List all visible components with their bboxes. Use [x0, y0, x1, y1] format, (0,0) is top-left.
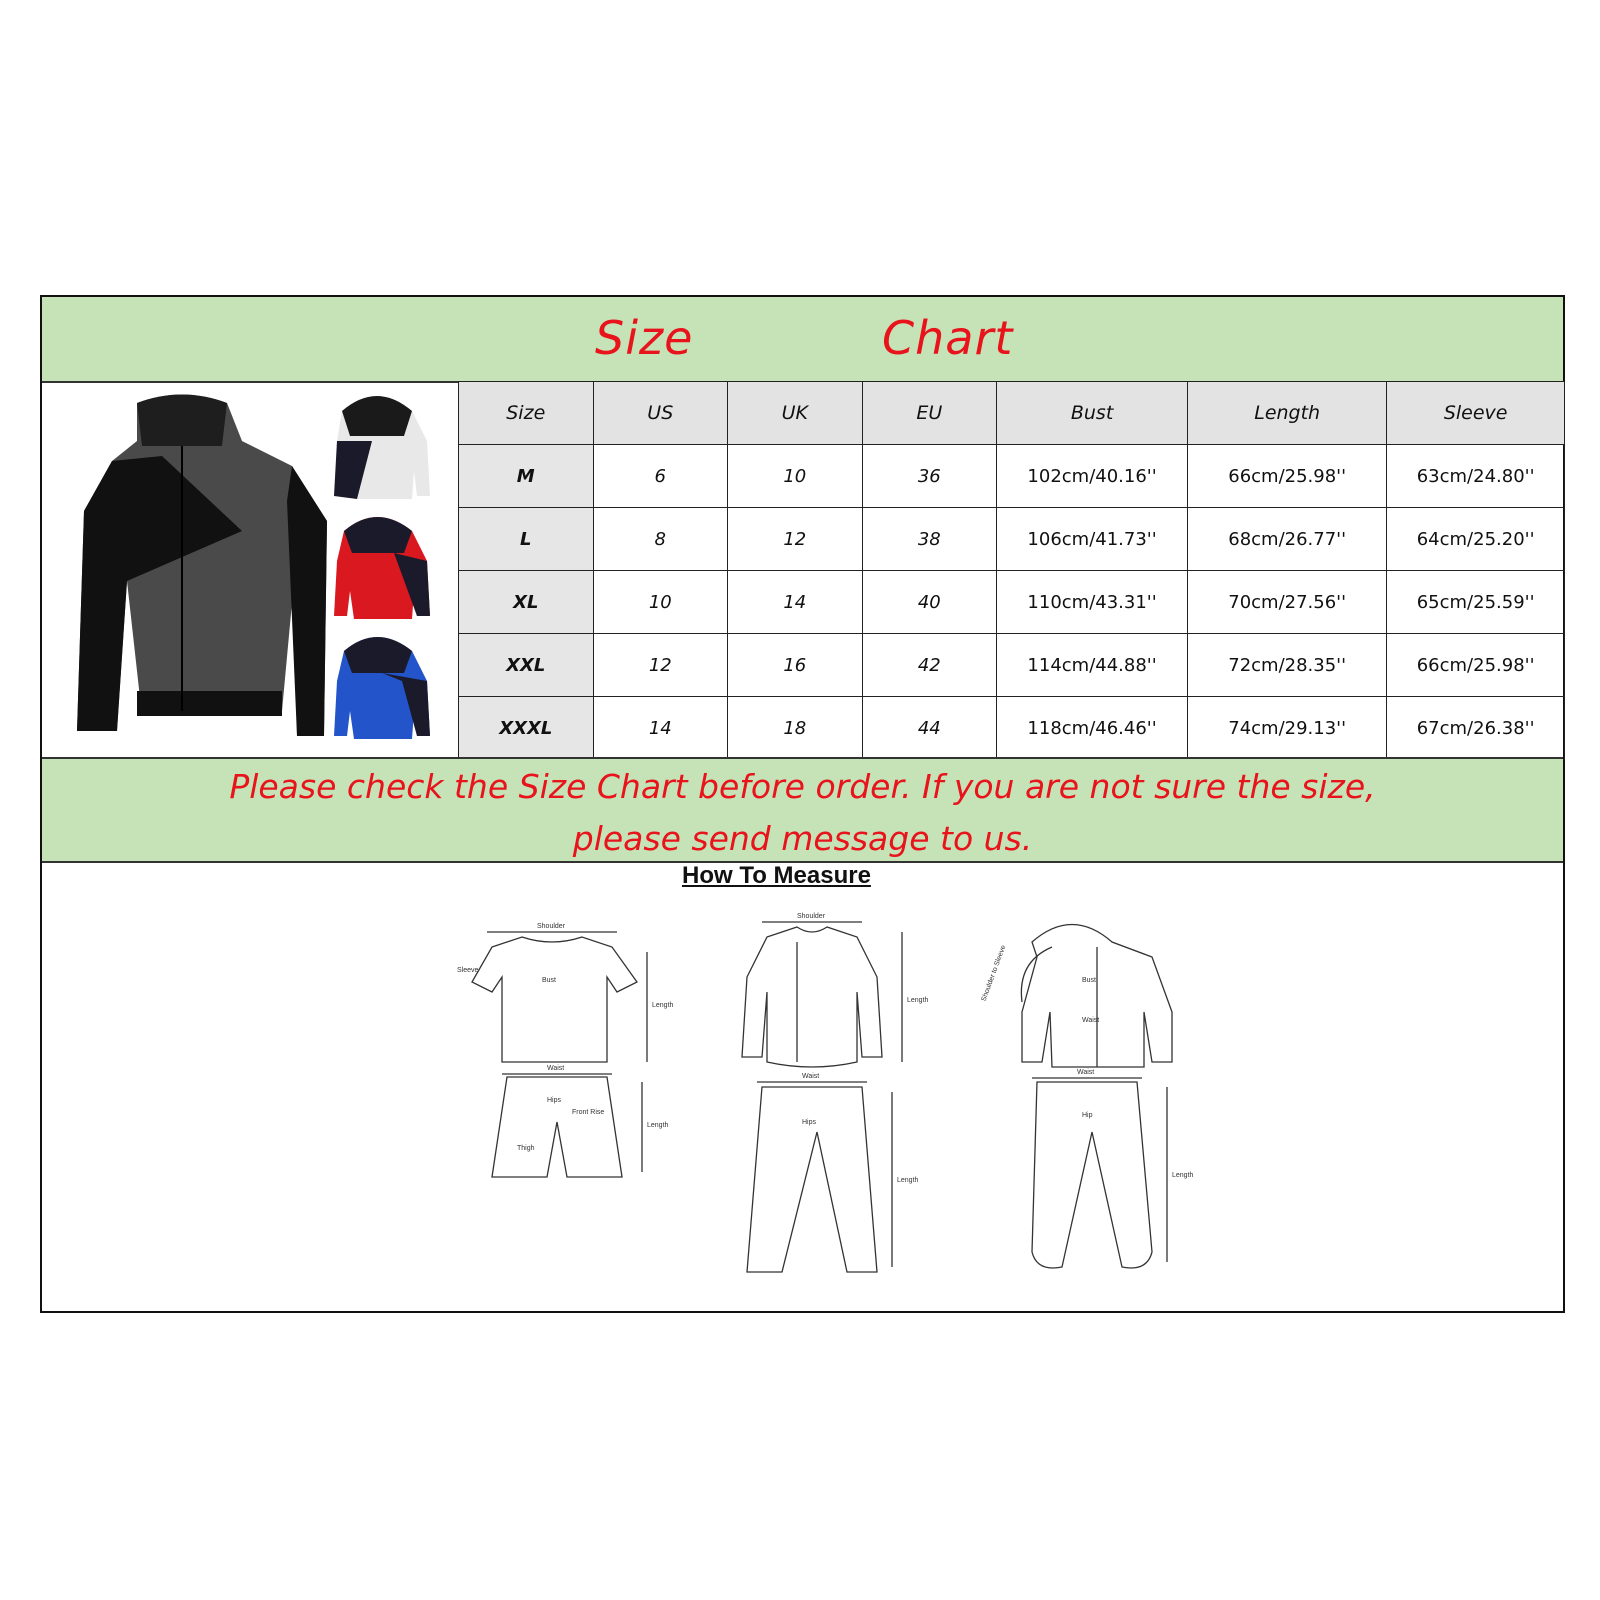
cell-length: 70cm/27.56'' [1188, 571, 1387, 634]
cell-sleeve: 63cm/24.80'' [1387, 445, 1565, 508]
header-us: US [593, 382, 728, 445]
label-length: Length [1172, 1172, 1194, 1179]
label-length: Length [652, 1002, 674, 1009]
header-eu: EU [862, 382, 997, 445]
cell-bust: 102cm/40.16'' [997, 445, 1188, 508]
label-length: Length [907, 997, 929, 1004]
cell-uk: 16 [728, 634, 863, 697]
cell-sleeve: 64cm/25.20'' [1387, 508, 1565, 571]
header-uk: UK [728, 382, 863, 445]
cell-bust: 114cm/44.88'' [997, 634, 1188, 697]
label-waist: Waist [1077, 1069, 1095, 1076]
cell-sleeve: 67cm/26.38'' [1387, 697, 1565, 760]
cell-length: 72cm/28.35'' [1188, 634, 1387, 697]
label-waist: Waist [802, 1073, 820, 1080]
label-waist: Waist [1082, 1017, 1100, 1024]
cell-eu: 42 [862, 634, 997, 697]
table-row [459, 571, 1565, 634]
main-hoodie-image [77, 395, 327, 737]
label-length: Length [897, 1177, 919, 1184]
table-row [459, 445, 1565, 508]
label-hips: Hips [802, 1119, 817, 1126]
joggers-diagram [1032, 1069, 1194, 1268]
cell-eu: 40 [862, 571, 997, 634]
white-hoodie-image [334, 396, 430, 499]
cell-size: M [459, 445, 594, 508]
cell-sleeve: 66cm/25.98'' [1387, 634, 1565, 697]
shirt-diagram [742, 913, 929, 1067]
label-bust: Bust [542, 977, 557, 984]
cell-length: 66cm/25.98'' [1188, 445, 1387, 508]
cell-eu: 38 [862, 508, 997, 571]
header-length: Length [1188, 382, 1387, 445]
cell-length: 74cm/29.13'' [1188, 697, 1387, 760]
label-thigh: Thigh [517, 1145, 535, 1152]
notice-line-2: please send message to us. [572, 819, 1033, 858]
cell-us: 8 [593, 508, 728, 571]
cell-uk: 10 [728, 445, 863, 508]
header-sleeve: Sleeve [1387, 382, 1565, 445]
title-word-chart: Chart [882, 311, 1014, 365]
table-row [459, 697, 1565, 760]
size-table [458, 381, 1565, 760]
table-row [459, 508, 1565, 571]
product-photos [42, 381, 457, 757]
header-bust: Bust [997, 382, 1188, 445]
cell-us: 12 [593, 634, 728, 697]
cell-us: 14 [593, 697, 728, 760]
label-hips: Hips [547, 1097, 562, 1104]
notice-band [42, 757, 1563, 863]
size-chart-frame [40, 295, 1565, 1313]
label-shoulder: Shoulder [537, 923, 566, 930]
tshirt-diagram [457, 923, 674, 1062]
cell-length: 68cm/26.77'' [1188, 508, 1387, 571]
cell-us: 6 [593, 445, 728, 508]
label-length: Length [647, 1122, 669, 1129]
hoodie-diagram [981, 925, 1172, 1068]
red-hoodie-image [334, 517, 430, 619]
cell-bust: 118cm/46.46'' [997, 697, 1188, 760]
cell-size: XXL [459, 634, 594, 697]
label-shoulder: Shoulder [797, 913, 826, 920]
blue-hoodie-image [334, 637, 430, 739]
notice-line-1: Please check the Size Chart before order. If you are not sure the size, [229, 767, 1376, 806]
label-front-rise: Front Rise [572, 1109, 605, 1116]
shorts-diagram [492, 1065, 669, 1177]
title-band [42, 297, 1563, 383]
cell-us: 10 [593, 571, 728, 634]
cell-size: L [459, 508, 594, 571]
cell-bust: 110cm/43.31'' [997, 571, 1188, 634]
cell-size: XL [459, 571, 594, 634]
cell-uk: 12 [728, 508, 863, 571]
label-hip: Hip [1082, 1112, 1093, 1119]
notice-text [42, 761, 1563, 865]
table-row [459, 634, 1565, 697]
measurement-diagrams [422, 902, 1222, 1292]
label-bust: Bust [1082, 977, 1097, 984]
cell-eu: 36 [862, 445, 997, 508]
label-waist: Waist [547, 1065, 565, 1072]
cell-sleeve: 65cm/25.59'' [1387, 571, 1565, 634]
label-sleeve: Sleeve [457, 967, 479, 974]
trousers-diagram [747, 1073, 919, 1272]
header-size: Size [459, 382, 594, 445]
cell-eu: 44 [862, 697, 997, 760]
label-shoulder-to-sleeve: Shoulder to Sleeve [980, 944, 1008, 1003]
table-header-row [459, 382, 1565, 445]
cell-bust: 106cm/41.73'' [997, 508, 1188, 571]
cell-uk: 14 [728, 571, 863, 634]
title-word-size: Size [595, 311, 694, 365]
cell-size: XXXL [459, 697, 594, 760]
cell-uk: 18 [728, 697, 863, 760]
how-to-measure-title: How To Measure [682, 862, 871, 889]
